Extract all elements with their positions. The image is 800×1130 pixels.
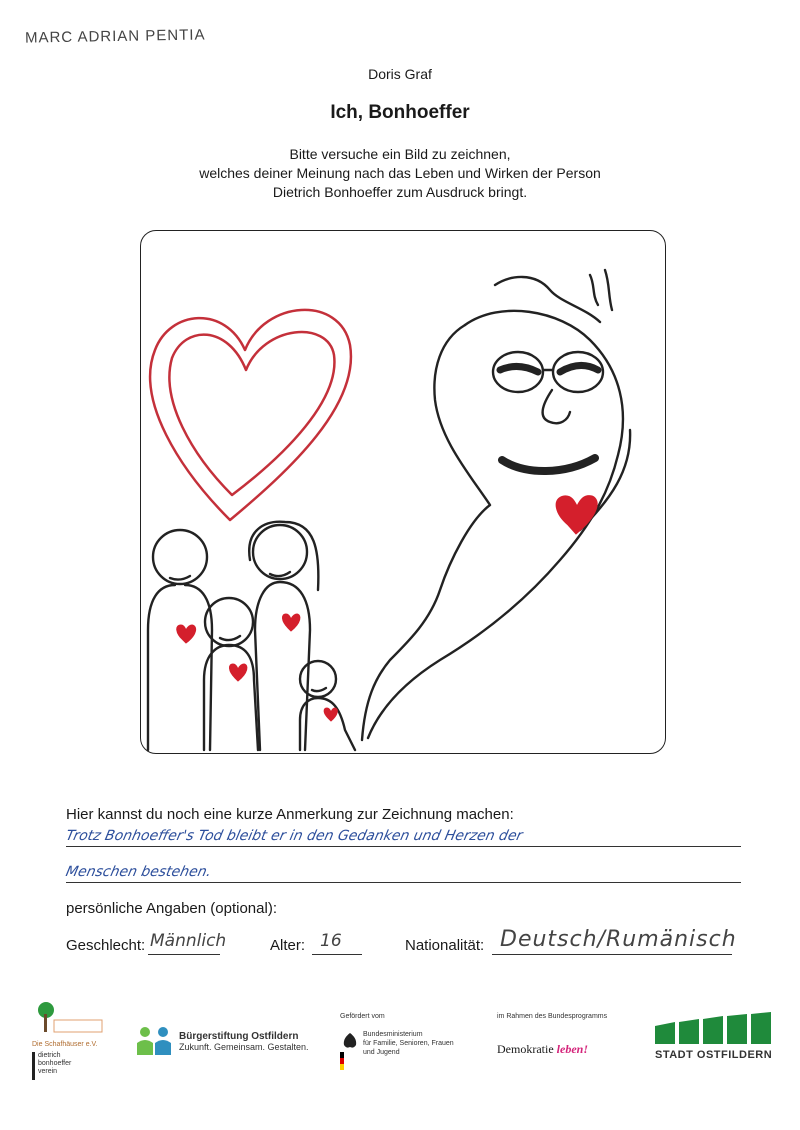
family-figure-1	[148, 530, 212, 750]
schafhaeuser-text: Die Schafhäuser e.V.	[32, 1041, 98, 1048]
bonhoeffer-heart	[556, 496, 597, 534]
instruction-line: Dietrich Bonhoeffer zum Ausdruck bringt.	[272, 184, 528, 200]
family-heart-1	[177, 625, 196, 643]
heart-inner	[169, 332, 334, 495]
nationality-label: Nationalität:	[405, 937, 485, 954]
demokratie-caption: im Rahmen des Bundesprogramms	[497, 1013, 608, 1020]
cross-icon	[32, 1052, 35, 1080]
gender-line	[148, 954, 220, 955]
age-value: 16	[320, 931, 342, 951]
student-drawing	[140, 230, 666, 754]
age-line	[312, 954, 362, 955]
nationality-value: Deutsch/Rumänisch	[500, 927, 737, 952]
instructions	[0, 145, 800, 202]
family-heart-3	[282, 614, 299, 631]
people-icon	[135, 1025, 173, 1057]
logo-schafhaeuser	[32, 1000, 104, 1080]
dbv-text-2: bonhoeffer	[38, 1060, 72, 1067]
personal-heading: persönliche Angaben (optional):	[66, 900, 277, 917]
family-heart-4	[324, 708, 337, 721]
federal-eagle-icon	[340, 1030, 360, 1070]
buergerstiftung-subtitle: Zukunft. Gemeinsam. Gestalten.	[179, 1041, 309, 1052]
gender-label: Geschlecht:	[66, 937, 146, 954]
tree-icon	[32, 1000, 104, 1036]
page-title: Ich, Bonhoeffer	[330, 102, 470, 123]
logo-stadt-ostfildern	[655, 1012, 773, 1061]
handwritten-student-name: MARC ADRIAN PENTIA	[24, 26, 206, 47]
heart-outer	[150, 310, 351, 520]
demokratie-text: Demokratie	[497, 1042, 554, 1056]
leben-text: leben!	[556, 1042, 588, 1056]
note-prompt: Hier kannst du noch eine kurze Anmerkung zur Zeichnung machen:	[66, 806, 514, 823]
dbv-text-1: dietrich	[38, 1052, 61, 1059]
bmfsfj-text-1: Bundesministerium	[363, 1031, 423, 1038]
family-heart-2	[229, 664, 246, 681]
ostfildern-text: STADT OSTFILDERN	[655, 1049, 773, 1061]
dbv-text-3: verein	[38, 1068, 58, 1075]
instruction-line: welches deiner Meinung nach das Leben und Wirken der Person	[199, 165, 601, 181]
family-figure-3	[249, 522, 318, 750]
logo-buergerstiftung	[135, 1025, 309, 1057]
bmfsfj-caption: Gefördert vom	[340, 1013, 385, 1020]
bmfsfj-text-2: für Familie, Senioren, Frauen	[363, 1040, 454, 1047]
buergerstiftung-title: Bürgerstiftung Ostfildern	[179, 1030, 299, 1042]
logo-bmfsfj	[340, 1013, 454, 1070]
bmfsfj-text-3: und Jugend	[363, 1049, 400, 1056]
instruction-line: Bitte versuche ein Bild zu zeichnen,	[289, 146, 511, 162]
nationality-line	[492, 954, 732, 955]
age-label: Alter:	[270, 937, 306, 954]
note-line-1	[66, 846, 741, 847]
note-line-2	[66, 882, 741, 883]
note-text-line-2: Menschen bestehen.	[64, 864, 213, 880]
logo-demokratie-leben	[497, 1013, 607, 1057]
author-name: Doris Graf	[368, 66, 432, 82]
ostfildern-bars-icon	[655, 1012, 773, 1044]
gender-value: Männlich	[150, 931, 227, 951]
note-text-line-1: Trotz Bonhoeffer's Tod bleibt er in den Gedanken und Herzen der	[64, 828, 524, 844]
